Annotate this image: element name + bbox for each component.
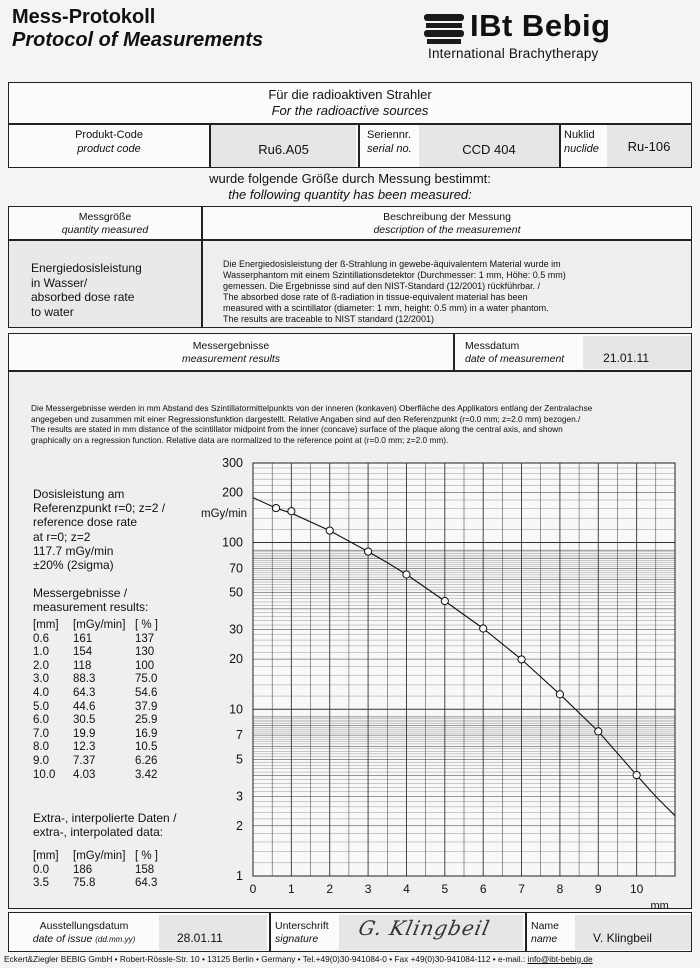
col-header: [ % ]	[135, 619, 159, 631]
dose-rate-cell: 30.5	[73, 714, 96, 727]
intro-line: Die Messergebnisse werden in mm Abstand des Szintillatormittelpunkts von der inneren (konkaven) Oberfläche des Applikators entlang der Zentralachse	[31, 403, 593, 413]
y-tick-label: 70	[229, 561, 243, 576]
x-tick-label: 2	[326, 882, 334, 896]
footer-email-link[interactable]: info@ibt-bebig.de	[527, 954, 593, 964]
ref-line: reference dose rate	[33, 515, 138, 530]
x-tick-label: 4	[403, 882, 410, 896]
data-point	[441, 597, 448, 604]
description-line: The absorbed dose rate of ß-radiation in tissue-equivalent material has been	[223, 292, 528, 302]
distance-cell: 1.0	[33, 646, 49, 659]
distance-cell: 7.0	[33, 727, 49, 740]
company-logo	[422, 8, 692, 64]
distance-cell: 6.0	[33, 714, 49, 727]
results-label-en: measurement results	[181, 353, 281, 365]
x-tick-label: 8	[556, 882, 564, 896]
data-point	[595, 728, 602, 735]
nuclide-label-de: Nuklid	[564, 129, 595, 141]
meas-heading-line: measurement results:	[33, 600, 149, 615]
ref-line: Dosisleistung am	[33, 487, 125, 501]
product-code-label-de: Produkt-Code	[75, 129, 143, 141]
x-tick-label: 7	[518, 882, 525, 896]
dose-rate-cell: 7.37	[73, 754, 96, 767]
x-tick-label: 10	[629, 882, 644, 896]
y-tick-label: 300	[222, 456, 243, 470]
y-tick-label: 20	[229, 652, 243, 667]
dose-rate-cell: 75.8	[73, 877, 96, 890]
percent-cell: 6.26	[135, 754, 158, 767]
dose-rate-cell: 186	[73, 863, 93, 876]
x-tick-label: 5	[441, 882, 449, 896]
description-line: measured with a scintillator (diameter: 1 mm, height: 0.5 mm) in a water phantom.	[223, 303, 549, 313]
data-point	[364, 548, 371, 555]
quantity-line: Energiedosisleistung	[31, 261, 142, 275]
x-axis-label: mm	[650, 900, 669, 910]
quantity-measured	[9, 241, 201, 327]
footer	[4, 954, 593, 964]
product-code-label-en: product code	[77, 143, 141, 155]
percent-cell: 54.6	[135, 686, 158, 699]
signature-label	[275, 920, 329, 946]
percent-cell: 158	[135, 863, 155, 876]
data-point	[480, 625, 487, 632]
x-tick-label: 6	[479, 882, 487, 896]
issue-box	[8, 912, 692, 952]
x-tick-label: 9	[594, 882, 602, 896]
name-label-de: Name	[531, 920, 560, 932]
description-col2-de: Beschreibung der Messung	[383, 211, 511, 223]
quantity-heading-de: wurde folgende Größe durch Messung bestimmt:	[209, 171, 491, 186]
x-tick-label: 1	[288, 882, 295, 896]
y-tick-label: 5	[236, 752, 243, 767]
dose-rate-cell: 161	[73, 632, 93, 645]
data-point	[633, 771, 640, 778]
quantity-line: absorbed dose rate	[31, 290, 135, 304]
y-tick-label: 50	[229, 585, 243, 600]
distance-cell: 0.0	[33, 863, 49, 876]
data-point	[272, 504, 279, 511]
issue-date-value: 28.01.11	[159, 915, 267, 950]
intro-line: The results are stated in mm distance of the scintillator midpoint from the inner (concave) surface of the plaque along the central axis, and shown	[31, 424, 563, 434]
y-tick-label: 3	[236, 789, 243, 804]
description-col2-en: description of the measurement	[373, 224, 521, 236]
y-axis-label: mGy/min	[201, 508, 247, 521]
nuclide-value: Ru-106	[607, 125, 691, 167]
distance-cell: 8.0	[33, 741, 49, 754]
measurement-description	[203, 241, 691, 327]
signature-label-de: Unterschrift	[275, 920, 329, 932]
sources-heading	[9, 87, 691, 119]
signature: G. Klingbeil	[356, 916, 493, 940]
product-code-label	[9, 128, 209, 156]
distance-cell: 2.0	[33, 659, 49, 672]
dose-rate-cell: 4.03	[73, 768, 96, 781]
y-tick-label: 200	[222, 485, 243, 500]
ref-line: Referenzpunkt r=0; z=2 /	[33, 501, 166, 516]
y-tick-label: 2	[236, 818, 243, 833]
data-point	[403, 571, 410, 578]
col-header: [mm]	[33, 619, 59, 631]
measurement-date-label-de: Messdatum	[465, 340, 520, 352]
percent-cell: 137	[135, 632, 155, 645]
sources-heading-de: Für die radioaktiven Strahler	[268, 87, 432, 102]
sources-box	[8, 82, 692, 168]
quantity-box	[8, 206, 692, 328]
intro-line: graphically on a regression function. Relative data are normalized to the reference point at (r=0.0 mm; z=2.0 mm).	[31, 434, 449, 445]
footer-text: Eckert&Ziegler BEBIG GmbH • Robert-Rössle-Str. 10 • 13125 Berlin • Germany • Tel.+49(0)30-941084-0 • Fax +49(0)30-941084-112 • e-mail.:	[4, 954, 526, 964]
description-line: The results are traceable to NIST standard (12/2001)	[223, 314, 434, 324]
ref-line: ±20% (2sigma)	[33, 558, 114, 573]
logo-subtitle: International Brachytherapy	[428, 46, 599, 61]
percent-cell: 37.9	[135, 700, 158, 713]
quantity-line: in Wasser/	[31, 275, 88, 290]
data-point	[556, 691, 563, 698]
col-header: [mGy/min]	[73, 619, 126, 631]
dose-rate-cell: 64.3	[73, 686, 96, 699]
data-point	[326, 527, 333, 534]
distance-cell: 3.5	[33, 877, 49, 890]
results-box	[8, 333, 692, 909]
name-label	[531, 920, 559, 946]
percent-cell: 130	[135, 646, 155, 659]
issue-date-label	[9, 920, 159, 946]
name-label-en: name	[531, 933, 558, 945]
quantity-col1-de: Messgröße	[78, 211, 132, 223]
quantity-line: to water	[31, 304, 74, 319]
col-header: [ % ]	[135, 850, 159, 862]
dose-rate-cell: 154	[73, 646, 93, 659]
intro-line: angegeben und zusammen mit einer Regressionsfunktion dargestellt. Relative Angaben sind auf den Referenzpunkt (r=0.0 mm; z=2.0 mm) bezogen./	[31, 413, 581, 424]
y-tick-label: 1	[236, 869, 243, 883]
distance-cell: 4.0	[33, 686, 49, 699]
distance-cell: 3.0	[33, 673, 49, 686]
y-tick-label: 100	[222, 535, 243, 550]
percent-cell: 3.42	[135, 768, 158, 781]
title-en: Protocol of Measurements	[12, 29, 264, 51]
y-tick-label: 10	[229, 702, 243, 717]
percent-cell: 64.3	[135, 877, 158, 890]
results-label-de: Messergebnisse	[192, 340, 270, 352]
distance-cell: 0.6	[33, 632, 49, 645]
nuclide-label	[564, 128, 599, 156]
logo-text: IBt Bebig	[470, 8, 611, 43]
dose-rate-cell: 19.9	[73, 727, 96, 740]
dose-rate-cell: 44.6	[73, 700, 96, 713]
distance-cell: 9.0	[33, 754, 49, 767]
serial-label-de: Seriennr.	[367, 129, 412, 141]
percent-cell: 16.9	[135, 727, 158, 740]
issue-date-label-en: date of issue	[32, 933, 93, 945]
extra-heading-line: Extra-, interpolierte Daten /	[33, 811, 177, 825]
y-tick-label: 7	[236, 728, 243, 743]
percent-cell: 25.9	[135, 714, 158, 727]
sources-heading-en: For the radioactive sources	[271, 103, 429, 118]
issue-date-format: (dd.mm.yy)	[95, 935, 136, 944]
dose-rate-cell: 118	[73, 659, 92, 672]
distance-cell: 10.0	[33, 768, 56, 781]
serial-value: CCD 404	[419, 125, 559, 167]
measurement-date-label-en: date of measurement	[465, 353, 565, 365]
description-line: gemessen. Die Ergebnisse sind auf den NIST-Standard (12/2001) rückführbar. /	[223, 281, 541, 291]
issue-date-label-de: Ausstellungsdatum	[39, 920, 129, 932]
nuclide-label-en: nuclide	[564, 143, 599, 155]
dose-rate-cell: 12.3	[73, 741, 96, 754]
logo-mark-icon	[424, 12, 464, 48]
meas-heading-line: Messergebnisse /	[33, 586, 128, 600]
quantity-heading-en: the following quantity has been measured:	[228, 187, 472, 202]
serial-label-en: serial no.	[367, 143, 412, 155]
y-tick-label: 30	[229, 622, 243, 637]
measurement-date-value: 21.01.11	[583, 336, 691, 369]
extra-heading-line: extra-, interpolated data:	[33, 825, 164, 840]
quantity-heading	[8, 171, 692, 203]
x-tick-label: 3	[364, 882, 372, 896]
description-line: Die Energiedosisleistung der ß-Strahlung in gewebe-äquivalentem Material wurde im	[223, 259, 561, 269]
dose-rate-chart	[9, 334, 693, 910]
distance-cell: 5.0	[33, 700, 49, 713]
data-point	[518, 656, 525, 663]
quantity-col-header	[9, 211, 201, 237]
title-de: Mess-Protokoll	[12, 6, 156, 28]
signature-label-en: signature	[275, 933, 319, 945]
percent-cell: 10.5	[135, 741, 158, 754]
ref-line: at r=0; z=2	[33, 529, 91, 544]
dose-rate-cell: 88.3	[73, 673, 96, 686]
x-tick-label: 0	[249, 882, 257, 896]
serial-label	[367, 128, 412, 156]
product-code-value: Ru6.A05	[211, 125, 356, 167]
col-header: [mm]	[33, 850, 59, 862]
col-header: [mGy/min]	[73, 850, 126, 862]
data-point	[288, 508, 295, 515]
description-col-header	[203, 211, 691, 237]
percent-cell: 100	[135, 659, 155, 672]
name-value: V. Klingbeil	[575, 915, 691, 950]
ref-line: 117.7 mGy/min	[33, 543, 114, 558]
description-line: Wasserphantom mit einem Szintillationsdetektor (Durchmesser: 1 mm, Höhe: 0.5 mm)	[223, 270, 566, 280]
quantity-col1-en: quantity measured	[61, 224, 149, 236]
percent-cell: 75.0	[135, 673, 158, 686]
